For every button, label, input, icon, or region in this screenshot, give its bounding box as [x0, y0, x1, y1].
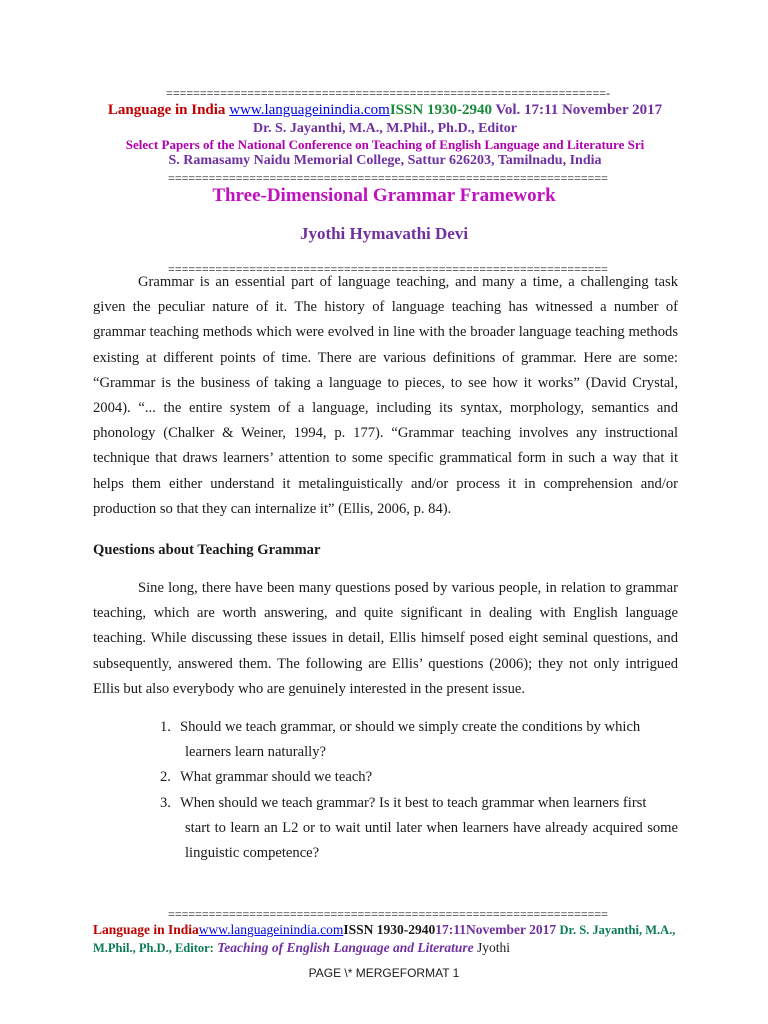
questions-list — [160, 715, 678, 866]
article-author: Jyothi Hymavathi Devi — [299, 224, 469, 243]
intro-paragraph — [93, 270, 678, 522]
list-item-first: What grammar should we teach? — [180, 769, 373, 786]
list-item — [160, 715, 678, 765]
article-title: Three-Dimensional Grammar Framework — [212, 185, 556, 206]
footer-author-tail: Jyothi — [477, 940, 511, 955]
header-journal-line — [60, 101, 710, 119]
footer-issn: ISSN 1930-2940 — [343, 922, 436, 937]
journal-volume: Vol. 17:11 November 2017 — [495, 102, 663, 118]
list-item-number: 3. — [160, 794, 171, 811]
article-rule: ================================================================= — [168, 262, 608, 276]
footer-topic: Teaching of English Language and Literature — [217, 940, 474, 955]
list-item — [160, 791, 678, 867]
section-text: Sine long, there have been many questions posed by various people, in relation to grammar teaching, which are worth answering, and quite significant in dealing with English language teaching. While discussing these issues in detail, Ellis himself posed eight seminal questions, and subsequently, answered them. The following are Ellis’ questions (2006); they not only intrigued Ellis but also everybody who are genuinely interested in the present issue. — [93, 580, 678, 697]
section-paragraph — [93, 576, 678, 702]
header-rule-top: =================================================================- — [166, 86, 610, 100]
footer-rule: ================================================================= — [168, 907, 608, 921]
header-conference-line1: Select Papers of the National Conference on Teaching of English Language and Literature Sri — [125, 137, 645, 152]
footer-journal-url-link[interactable]: www.languageinindia.com — [198, 922, 344, 937]
header-rule-bottom: ================================================================= — [168, 171, 608, 185]
list-item-number: 1. — [160, 719, 171, 735]
list-item — [160, 765, 678, 790]
intro-text: Grammar is an essential part of language teaching, and many a time, a challenging task given the peculiar nature of it. The history of language teaching has witnessed a number of grammar teaching methods which were evolved in line with the broader language teaching methods existing at different points of time. There are various definitions of grammar. Here are some: “Grammar is the business of taking a language to pieces, to see how it works” (David Crystal, 2004). “... the entire system of a language, including its syntax, morphology, semantics and phonology (Chalker & Weiner, 1994, p. 177). “Grammar teaching involves any instructional technique that draws learners’ attention to some specific grammatical form in such a way that it helps them either understand it metalinguistically and/or process it in comprehension and/or production so that they can internalize it” (Ellis, 2006, p. 84). — [93, 274, 678, 517]
list-item-number: 2. — [160, 769, 171, 786]
footer-citation — [93, 921, 678, 957]
list-item-rest: start to learn an L2 or to wait until later when learners have already acquired some linguistic competence? — [185, 819, 678, 862]
footer-journal-name: Language in India — [93, 922, 199, 937]
list-item-first: Should we teach grammar, or should we simply create the conditions by which — [180, 719, 641, 735]
header-conference-line2: S. Ramasamy Naidu Memorial College, Sattur 626203, Tamilnadu, India — [168, 153, 602, 168]
journal-url-link[interactable]: www.languageinindia.com — [229, 102, 390, 118]
section-heading: Questions about Teaching Grammar — [93, 542, 321, 558]
list-item-first: When should we teach grammar? Is it best to teach grammar when learners first — [180, 794, 647, 811]
list-item-rest: learners learn naturally? — [185, 744, 326, 761]
header-editor: Dr. S. Jayanthi, M.A., M.Phil., Ph.D., Editor — [253, 121, 517, 136]
journal-name: Language in India — [107, 102, 226, 118]
page-number-field: PAGE \* MERGEFORMAT 1 — [308, 966, 460, 980]
footer-editor: Dr. S. Jayanthi, M.A., M.Phil., Ph.D., Editor: — [93, 923, 676, 955]
footer-volume: 17:11November 2017 — [435, 922, 557, 937]
journal-issn: ISSN 1930-2940 — [389, 102, 492, 118]
